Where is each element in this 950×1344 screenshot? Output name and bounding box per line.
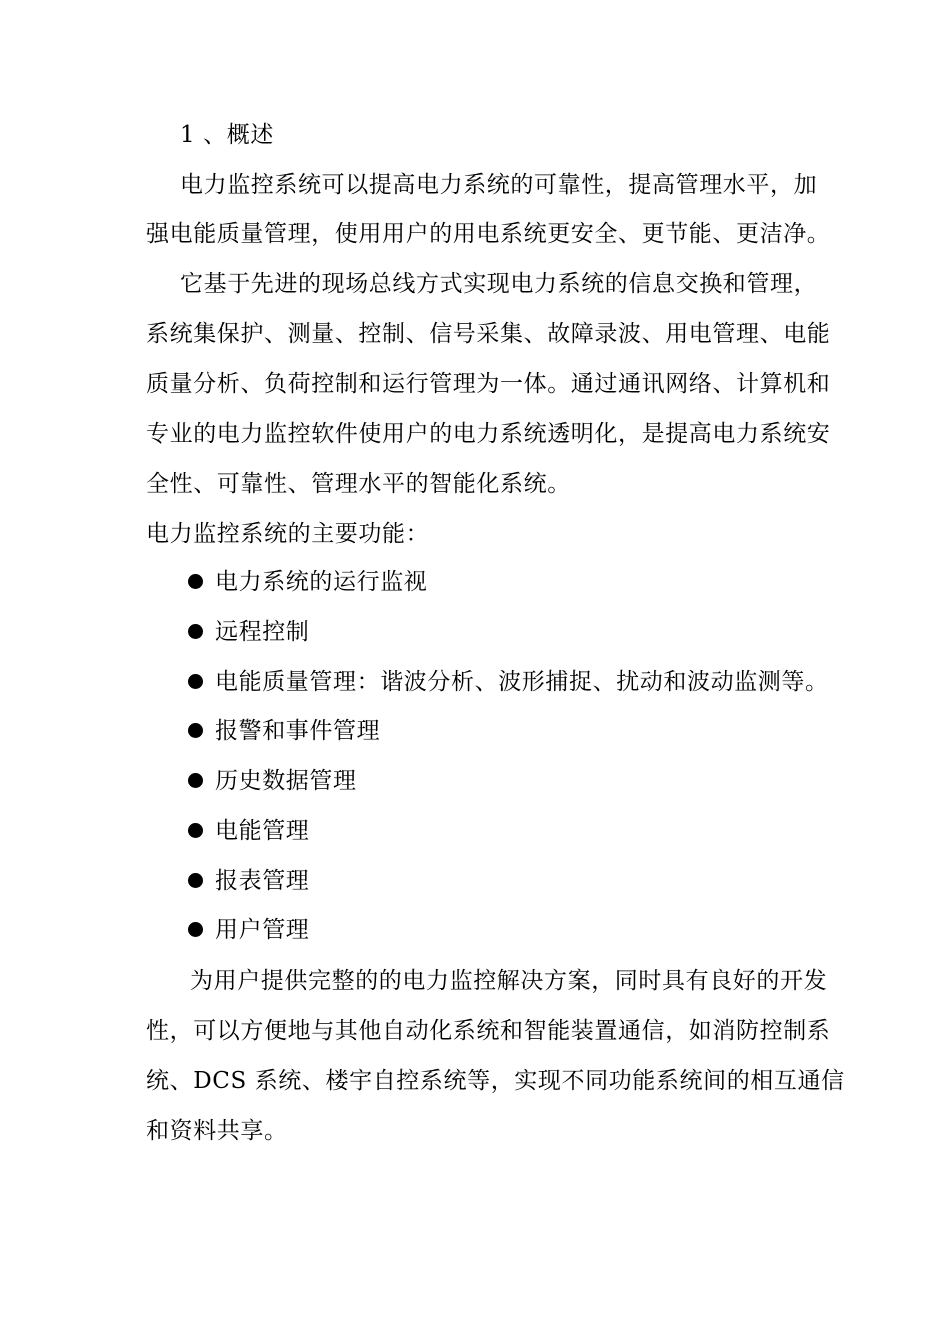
function-item-label: 历史数据管理 [215,768,357,794]
paragraph3-line-4: 和资料共享。 [146,1118,288,1144]
section-heading: 1 、概述 [180,122,274,148]
bullet-icon [188,574,203,589]
bullet-icon [188,773,203,788]
function-item [188,667,829,697]
paragraph3-line-3: 统、DCS 系统、楼宇自控系统等，实现不同功能系统间的相互通信 [146,1068,845,1094]
function-item [188,866,309,896]
bullet-icon [188,624,203,639]
paragraph2-line-5: 全性、可靠性、管理水平的智能化系统。 [146,471,571,497]
paragraph1-line-1: 电力监控系统可以提高电力系统的可靠性，提高管理水平，加 [180,172,818,198]
paragraph2-line-3: 质量分析、负荷控制和运行管理为一体。通过通讯网络、计算机和 [146,371,831,397]
function-item-label: 电能质量管理：谐波分析、波形捕捉、扰动和波动监测等。 [215,669,829,695]
paragraph3-line-1: 为用户提供完整的的电力监控解决方案，同时具有良好的开发 [190,968,828,994]
function-item-label: 报表管理 [215,868,310,894]
function-item [188,716,380,746]
function-item-label: 电力系统的运行监视 [215,569,428,595]
functions-title: 电力监控系统的主要功能： [146,521,430,547]
paragraph3-line-2: 性，可以方便地与其他自动化系统和智能装置通信，如消防控制系 [146,1018,831,1044]
bullet-icon [188,873,203,888]
paragraph1-line-2: 强电能质量管理，使用用户的用电系统更安全、更节能、更洁净。 [146,221,831,247]
function-item-label: 用户管理 [215,917,310,943]
bullet-icon [188,922,203,937]
bullet-icon [188,674,203,689]
paragraph2-line-2: 系统集保护、测量、控制、信号采集、故障录波、用电管理、电能 [146,321,831,347]
bullet-icon [188,723,203,738]
function-item [188,567,427,597]
paragraph2-line-1: 它基于先进的现场总线方式实现电力系统的信息交换和管理， [180,271,818,297]
function-item-label: 远程控制 [215,619,310,645]
function-item [188,766,357,796]
paragraph2-line-4: 专业的电力监控软件使用户的电力系统透明化，是提高电力系统安 [146,421,831,447]
function-item [188,816,309,846]
function-item [188,915,309,945]
function-item-label: 报警和事件管理 [215,718,381,744]
function-item-label: 电能管理 [215,818,310,844]
function-item [188,617,309,647]
bullet-icon [188,823,203,838]
